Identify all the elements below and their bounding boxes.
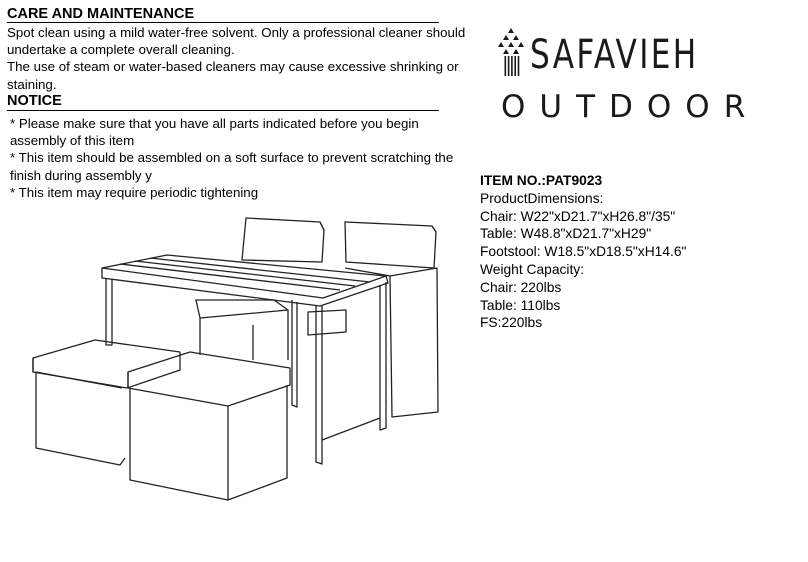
care-line: undertake a complete overall cleaning. xyxy=(7,42,235,58)
notice-line: assembly of this item xyxy=(10,133,135,149)
spec-list xyxy=(480,172,686,332)
table-capacity: Table: 110lbs xyxy=(480,297,561,313)
left-footstool xyxy=(33,340,180,465)
item-number: ITEM NO.:PAT9023 xyxy=(480,173,603,188)
footstool-capacity: FS:220lbs xyxy=(480,315,543,331)
table xyxy=(102,255,388,464)
weight-label: Weight Capacity: xyxy=(480,261,585,277)
care-line: The use of steam or water-based cleaners may cause excessive shrinking or xyxy=(7,59,459,75)
notice-line: * Please make sure that you have all parts indicated before you begin xyxy=(10,116,419,131)
right-footstool xyxy=(128,352,290,500)
notice-heading: NOTICE xyxy=(7,93,62,109)
notice-line: * This item may require periodic tightening xyxy=(10,184,259,200)
notice-line: * This item should be assembled on a soft surface to prevent scratching the xyxy=(10,150,454,166)
logo-line: OUTDOOR xyxy=(501,89,760,125)
care-line: staining. xyxy=(7,76,57,92)
furniture-illustration xyxy=(0,205,460,505)
safavieh-tree-icon xyxy=(494,26,528,78)
notice-line: finish during assembly y xyxy=(10,167,152,183)
logo-brand: SAFAVIEH xyxy=(530,32,699,78)
dimensions-label: ProductDimensions: xyxy=(480,190,604,206)
right-chair xyxy=(308,222,438,417)
table-dimensions: Table: W48.8"xD21.7"xH29" xyxy=(480,226,652,242)
chair-capacity: Chair: 220lbs xyxy=(480,279,562,295)
notice-heading-underline xyxy=(7,110,439,111)
chair-dimensions: Chair: W22"xD21.7"xH26.8"/35" xyxy=(480,208,676,224)
care-heading-underline xyxy=(7,22,439,23)
care-paragraph xyxy=(7,24,465,93)
footstool-dimensions: Footstool: W18.5"xD18.5"xH14.6" xyxy=(480,244,687,260)
care-line: Spot clean using a mild water-free solvent. Only a professional cleaner should xyxy=(7,25,466,40)
care-heading: CARE AND MAINTENANCE xyxy=(7,6,195,22)
notice-paragraph xyxy=(10,115,453,201)
